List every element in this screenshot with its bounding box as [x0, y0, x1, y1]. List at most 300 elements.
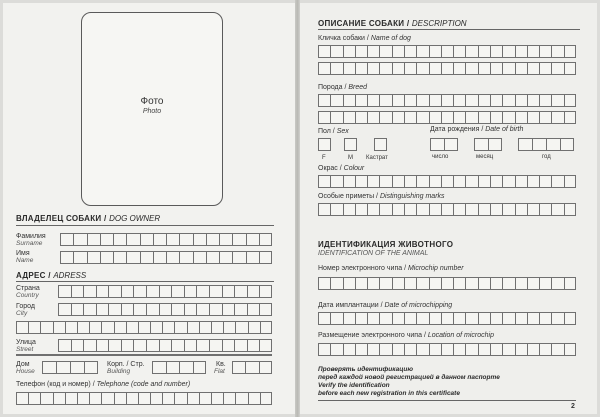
entry-cell[interactable]: [234, 339, 247, 352]
entry-cell[interactable]: [140, 233, 153, 246]
city-field-line-2[interactable]: [16, 321, 272, 334]
entry-cell[interactable]: [343, 343, 355, 356]
entry-cell[interactable]: [453, 94, 465, 107]
entry-cell[interactable]: [478, 62, 490, 75]
entry-cell[interactable]: [532, 138, 546, 151]
entry-cell[interactable]: [113, 251, 126, 264]
sex-neutered-checkbox[interactable]: [374, 138, 387, 151]
entry-cell[interactable]: [429, 94, 441, 107]
entry-cell[interactable]: [330, 277, 342, 290]
entry-cell[interactable]: [416, 343, 428, 356]
entry-cell[interactable]: [166, 361, 180, 374]
entry-cell[interactable]: [502, 62, 514, 75]
entry-cell[interactable]: [223, 392, 235, 405]
surname-field[interactable]: [60, 233, 272, 246]
entry-cell[interactable]: [478, 111, 490, 124]
entry-cell[interactable]: [564, 175, 576, 188]
entry-cell[interactable]: [40, 392, 52, 405]
entry-cell[interactable]: [515, 62, 527, 75]
entry-cell[interactable]: [211, 321, 223, 334]
entry-cell[interactable]: [232, 233, 245, 246]
entry-cell[interactable]: [564, 94, 576, 107]
entry-cell[interactable]: [355, 277, 367, 290]
entry-cell[interactable]: [318, 343, 330, 356]
entry-cell[interactable]: [490, 94, 502, 107]
entry-cell[interactable]: [465, 62, 477, 75]
entry-cell[interactable]: [379, 94, 391, 107]
building-field[interactable]: [152, 361, 206, 374]
entry-cell[interactable]: [515, 312, 527, 325]
entry-cell[interactable]: [199, 392, 211, 405]
entry-cell[interactable]: [404, 343, 416, 356]
entry-cell[interactable]: [108, 285, 121, 298]
entry-cell[interactable]: [379, 343, 391, 356]
entry-cell[interactable]: [429, 312, 441, 325]
entry-cell[interactable]: [133, 339, 146, 352]
entry-cell[interactable]: [515, 45, 527, 58]
entry-cell[interactable]: [89, 321, 101, 334]
entry-cell[interactable]: [318, 62, 330, 75]
entry-cell[interactable]: [453, 62, 465, 75]
entry-cell[interactable]: [28, 392, 40, 405]
entry-cell[interactable]: [193, 233, 206, 246]
entry-cell[interactable]: [453, 343, 465, 356]
entry-cell[interactable]: [318, 94, 330, 107]
entry-cell[interactable]: [429, 175, 441, 188]
entry-cell[interactable]: [209, 339, 222, 352]
entry-cell[interactable]: [71, 303, 84, 316]
entry-cell[interactable]: [564, 343, 576, 356]
entry-cell[interactable]: [444, 138, 458, 151]
entry-cell[interactable]: [379, 111, 391, 124]
entry-cell[interactable]: [441, 312, 453, 325]
entry-cell[interactable]: [83, 303, 96, 316]
entry-cell[interactable]: [392, 62, 404, 75]
entry-cell[interactable]: [564, 277, 576, 290]
entry-cell[interactable]: [83, 339, 96, 352]
entry-cell[interactable]: [416, 277, 428, 290]
entry-cell[interactable]: [343, 111, 355, 124]
entry-cell[interactable]: [248, 392, 260, 405]
entry-cell[interactable]: [83, 285, 96, 298]
entry-cell[interactable]: [318, 203, 330, 216]
entry-cell[interactable]: [515, 277, 527, 290]
entry-cell[interactable]: [355, 94, 367, 107]
entry-cell[interactable]: [404, 62, 416, 75]
entry-cell[interactable]: [114, 392, 126, 405]
entry-cell[interactable]: [478, 277, 490, 290]
entry-cell[interactable]: [209, 285, 222, 298]
entry-cell[interactable]: [53, 392, 65, 405]
entry-cell[interactable]: [87, 233, 100, 246]
entry-cell[interactable]: [392, 94, 404, 107]
entry-cell[interactable]: [379, 45, 391, 58]
entry-cell[interactable]: [96, 339, 109, 352]
entry-cell[interactable]: [96, 285, 109, 298]
entry-cell[interactable]: [453, 203, 465, 216]
entry-cell[interactable]: [515, 343, 527, 356]
entry-cell[interactable]: [87, 251, 100, 264]
entry-cell[interactable]: [367, 111, 379, 124]
entry-cell[interactable]: [114, 321, 126, 334]
entry-cell[interactable]: [318, 175, 330, 188]
entry-cell[interactable]: [502, 94, 514, 107]
entry-cell[interactable]: [392, 312, 404, 325]
entry-cell[interactable]: [179, 233, 192, 246]
entry-cell[interactable]: [174, 392, 186, 405]
chip-location-field[interactable]: [318, 343, 576, 356]
entry-cell[interactable]: [153, 233, 166, 246]
entry-cell[interactable]: [551, 343, 563, 356]
entry-cell[interactable]: [65, 392, 77, 405]
entry-cell[interactable]: [502, 203, 514, 216]
entry-cell[interactable]: [71, 339, 84, 352]
entry-cell[interactable]: [355, 62, 367, 75]
entry-cell[interactable]: [187, 392, 199, 405]
entry-cell[interactable]: [343, 277, 355, 290]
entry-cell[interactable]: [379, 62, 391, 75]
entry-cell[interactable]: [121, 285, 134, 298]
entry-cell[interactable]: [330, 203, 342, 216]
entry-cell[interactable]: [429, 62, 441, 75]
entry-cell[interactable]: [527, 343, 539, 356]
entry-cell[interactable]: [429, 111, 441, 124]
dog-name-field[interactable]: [318, 45, 576, 58]
entry-cell[interactable]: [144, 354, 157, 356]
entry-cell[interactable]: [343, 175, 355, 188]
entry-cell[interactable]: [150, 321, 162, 334]
entry-cell[interactable]: [564, 111, 576, 124]
entry-cell[interactable]: [527, 203, 539, 216]
entry-cell[interactable]: [429, 45, 441, 58]
entry-cell[interactable]: [367, 45, 379, 58]
colour-field[interactable]: [318, 175, 576, 188]
entry-cell[interactable]: [518, 138, 532, 151]
entry-cell[interactable]: [343, 45, 355, 58]
entry-cell[interactable]: [199, 321, 211, 334]
entry-cell[interactable]: [174, 321, 186, 334]
entry-cell[interactable]: [260, 392, 272, 405]
entry-cell[interactable]: [539, 312, 551, 325]
entry-cell[interactable]: [478, 343, 490, 356]
entry-cell[interactable]: [106, 354, 119, 356]
entry-cell[interactable]: [490, 343, 502, 356]
entry-cell[interactable]: [502, 45, 514, 58]
entry-cell[interactable]: [564, 45, 576, 58]
entry-cell[interactable]: [73, 233, 86, 246]
entry-cell[interactable]: [131, 354, 144, 356]
entry-cell[interactable]: [453, 277, 465, 290]
entry-cell[interactable]: [355, 45, 367, 58]
entry-cell[interactable]: [193, 251, 206, 264]
entry-cell[interactable]: [222, 303, 235, 316]
entry-cell[interactable]: [73, 251, 86, 264]
entry-cell[interactable]: [195, 354, 208, 356]
entry-cell[interactable]: [89, 392, 101, 405]
entry-cell[interactable]: [67, 354, 80, 356]
entry-cell[interactable]: [527, 312, 539, 325]
entry-cell[interactable]: [330, 343, 342, 356]
entry-cell[interactable]: [527, 45, 539, 58]
entry-cell[interactable]: [374, 138, 387, 151]
entry-cell[interactable]: [527, 62, 539, 75]
entry-cell[interactable]: [211, 392, 223, 405]
entry-cell[interactable]: [441, 111, 453, 124]
entry-cell[interactable]: [539, 62, 551, 75]
entry-cell[interactable]: [527, 94, 539, 107]
entry-cell[interactable]: [490, 111, 502, 124]
entry-cell[interactable]: [222, 285, 235, 298]
entry-cell[interactable]: [196, 285, 209, 298]
flat-field[interactable]: [232, 361, 272, 374]
entry-cell[interactable]: [441, 203, 453, 216]
sex-m-checkbox[interactable]: [344, 138, 357, 151]
entry-cell[interactable]: [248, 321, 260, 334]
entry-cell[interactable]: [453, 312, 465, 325]
entry-cell[interactable]: [58, 285, 71, 298]
entry-cell[interactable]: [539, 175, 551, 188]
entry-cell[interactable]: [222, 339, 235, 352]
entry-cell[interactable]: [539, 111, 551, 124]
entry-cell[interactable]: [551, 62, 563, 75]
entry-cell[interactable]: [367, 203, 379, 216]
entry-cell[interactable]: [77, 321, 89, 334]
entry-cell[interactable]: [490, 277, 502, 290]
entry-cell[interactable]: [246, 233, 259, 246]
entry-cell[interactable]: [441, 45, 453, 58]
entry-cell[interactable]: [221, 354, 234, 356]
entry-cell[interactable]: [343, 94, 355, 107]
entry-cell[interactable]: [80, 354, 93, 356]
entry-cell[interactable]: [138, 321, 150, 334]
entry-cell[interactable]: [355, 175, 367, 188]
entry-cell[interactable]: [465, 203, 477, 216]
entry-cell[interactable]: [488, 138, 502, 151]
entry-cell[interactable]: [246, 251, 259, 264]
entry-cell[interactable]: [42, 361, 56, 374]
entry-cell[interactable]: [245, 361, 258, 374]
entry-cell[interactable]: [60, 251, 73, 264]
entry-cell[interactable]: [330, 94, 342, 107]
entry-cell[interactable]: [71, 285, 84, 298]
entry-cell[interactable]: [441, 343, 453, 356]
entry-cell[interactable]: [157, 354, 170, 356]
sex-f-checkbox[interactable]: [318, 138, 331, 151]
marks-field[interactable]: [318, 203, 576, 216]
entry-cell[interactable]: [318, 45, 330, 58]
entry-cell[interactable]: [234, 285, 247, 298]
entry-cell[interactable]: [259, 233, 272, 246]
entry-cell[interactable]: [478, 45, 490, 58]
entry-cell[interactable]: [318, 312, 330, 325]
entry-cell[interactable]: [126, 392, 138, 405]
entry-cell[interactable]: [367, 277, 379, 290]
entry-cell[interactable]: [150, 392, 162, 405]
entry-cell[interactable]: [453, 45, 465, 58]
entry-cell[interactable]: [539, 45, 551, 58]
entry-cell[interactable]: [355, 312, 367, 325]
entry-cell[interactable]: [16, 354, 29, 356]
entry-cell[interactable]: [429, 343, 441, 356]
entry-cell[interactable]: [126, 321, 138, 334]
entry-cell[interactable]: [171, 303, 184, 316]
entry-cell[interactable]: [118, 354, 131, 356]
entry-cell[interactable]: [235, 392, 247, 405]
entry-cell[interactable]: [60, 233, 73, 246]
entry-cell[interactable]: [330, 45, 342, 58]
entry-cell[interactable]: [16, 392, 28, 405]
entry-cell[interactable]: [259, 251, 272, 264]
entry-cell[interactable]: [539, 343, 551, 356]
entry-cell[interactable]: [367, 343, 379, 356]
entry-cell[interactable]: [126, 251, 139, 264]
entry-cell[interactable]: [232, 251, 245, 264]
entry-cell[interactable]: [465, 312, 477, 325]
city-field[interactable]: [58, 303, 272, 316]
entry-cell[interactable]: [318, 111, 330, 124]
entry-cell[interactable]: [187, 321, 199, 334]
entry-cell[interactable]: [416, 175, 428, 188]
dog-name-field-line-2[interactable]: [318, 62, 576, 75]
entry-cell[interactable]: [564, 312, 576, 325]
entry-cell[interactable]: [209, 303, 222, 316]
entry-cell[interactable]: [318, 138, 331, 151]
entry-cell[interactable]: [344, 138, 357, 151]
entry-cell[interactable]: [392, 203, 404, 216]
entry-cell[interactable]: [404, 175, 416, 188]
name-field[interactable]: [60, 251, 272, 264]
entry-cell[interactable]: [502, 175, 514, 188]
entry-cell[interactable]: [416, 312, 428, 325]
entry-cell[interactable]: [247, 285, 260, 298]
entry-cell[interactable]: [429, 203, 441, 216]
entry-cell[interactable]: [166, 251, 179, 264]
entry-cell[interactable]: [551, 45, 563, 58]
entry-cell[interactable]: [404, 94, 416, 107]
birth-day-field[interactable]: [430, 138, 458, 151]
entry-cell[interactable]: [539, 277, 551, 290]
entry-cell[interactable]: [330, 62, 342, 75]
entry-cell[interactable]: [193, 361, 207, 374]
entry-cell[interactable]: [404, 203, 416, 216]
entry-cell[interactable]: [330, 175, 342, 188]
entry-cell[interactable]: [551, 203, 563, 216]
entry-cell[interactable]: [502, 111, 514, 124]
entry-cell[interactable]: [206, 251, 219, 264]
entry-cell[interactable]: [219, 233, 232, 246]
entry-cell[interactable]: [379, 277, 391, 290]
entry-cell[interactable]: [502, 277, 514, 290]
entry-cell[interactable]: [140, 251, 153, 264]
entry-cell[interactable]: [171, 285, 184, 298]
entry-cell[interactable]: [166, 233, 179, 246]
entry-cell[interactable]: [179, 361, 193, 374]
entry-cell[interactable]: [179, 251, 192, 264]
entry-cell[interactable]: [133, 285, 146, 298]
entry-cell[interactable]: [184, 303, 197, 316]
entry-cell[interactable]: [146, 285, 159, 298]
entry-cell[interactable]: [234, 354, 247, 356]
entry-cell[interactable]: [259, 303, 272, 316]
entry-cell[interactable]: [367, 175, 379, 188]
entry-cell[interactable]: [84, 361, 98, 374]
telephone-field[interactable]: [16, 392, 272, 405]
entry-cell[interactable]: [527, 277, 539, 290]
entry-cell[interactable]: [70, 361, 84, 374]
entry-cell[interactable]: [441, 277, 453, 290]
entry-cell[interactable]: [58, 303, 71, 316]
entry-cell[interactable]: [367, 62, 379, 75]
entry-cell[interactable]: [318, 277, 330, 290]
entry-cell[interactable]: [29, 354, 42, 356]
entry-cell[interactable]: [54, 354, 67, 356]
entry-cell[interactable]: [404, 312, 416, 325]
entry-cell[interactable]: [355, 111, 367, 124]
entry-cell[interactable]: [355, 203, 367, 216]
entry-cell[interactable]: [453, 175, 465, 188]
entry-cell[interactable]: [404, 277, 416, 290]
entry-cell[interactable]: [159, 303, 172, 316]
entry-cell[interactable]: [138, 392, 150, 405]
entry-cell[interactable]: [474, 138, 488, 151]
entry-cell[interactable]: [515, 111, 527, 124]
entry-cell[interactable]: [100, 251, 113, 264]
entry-cell[interactable]: [16, 321, 28, 334]
entry-cell[interactable]: [539, 94, 551, 107]
entry-cell[interactable]: [108, 303, 121, 316]
entry-cell[interactable]: [478, 175, 490, 188]
entry-cell[interactable]: [343, 203, 355, 216]
entry-cell[interactable]: [58, 339, 71, 352]
entry-cell[interactable]: [100, 233, 113, 246]
entry-cell[interactable]: [441, 175, 453, 188]
entry-cell[interactable]: [159, 339, 172, 352]
house-field[interactable]: [42, 361, 98, 374]
entry-cell[interactable]: [162, 321, 174, 334]
entry-cell[interactable]: [146, 339, 159, 352]
entry-cell[interactable]: [367, 312, 379, 325]
entry-cell[interactable]: [146, 303, 159, 316]
entry-cell[interactable]: [28, 321, 40, 334]
entry-cell[interactable]: [527, 111, 539, 124]
entry-cell[interactable]: [560, 138, 574, 151]
entry-cell[interactable]: [133, 303, 146, 316]
chip-number-field[interactable]: [318, 277, 576, 290]
entry-cell[interactable]: [101, 392, 113, 405]
entry-cell[interactable]: [404, 111, 416, 124]
entry-cell[interactable]: [153, 251, 166, 264]
entry-cell[interactable]: [65, 321, 77, 334]
birth-month-field[interactable]: [474, 138, 502, 151]
entry-cell[interactable]: [465, 343, 477, 356]
entry-cell[interactable]: [392, 343, 404, 356]
entry-cell[interactable]: [551, 175, 563, 188]
entry-cell[interactable]: [564, 62, 576, 75]
entry-cell[interactable]: [465, 277, 477, 290]
entry-cell[interactable]: [490, 175, 502, 188]
entry-cell[interactable]: [40, 321, 52, 334]
entry-cell[interactable]: [223, 321, 235, 334]
implant-date-field[interactable]: [318, 312, 576, 325]
entry-cell[interactable]: [206, 233, 219, 246]
entry-cell[interactable]: [126, 233, 139, 246]
entry-cell[interactable]: [246, 354, 259, 356]
birth-year-field[interactable]: [518, 138, 574, 151]
entry-cell[interactable]: [416, 94, 428, 107]
entry-cell[interactable]: [478, 203, 490, 216]
entry-cell[interactable]: [551, 312, 563, 325]
entry-cell[interactable]: [182, 354, 195, 356]
